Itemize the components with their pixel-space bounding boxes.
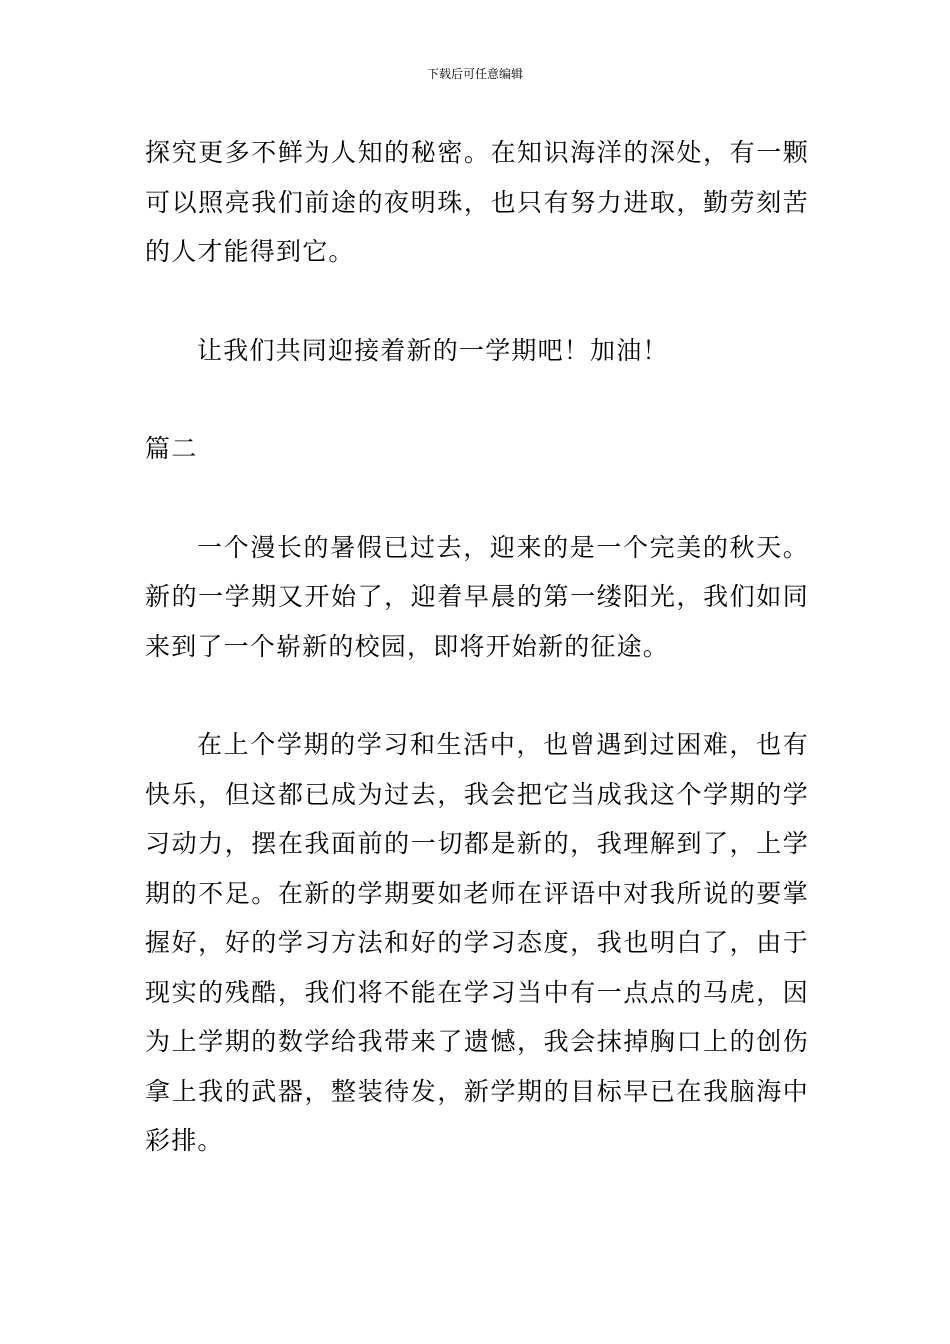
section-heading: 篇二	[145, 434, 198, 463]
paragraph-continuation: 探究更多不鲜为人知的秘密。在知识海洋的深处，有一颗可以照亮我们前途的夜明珠，也只有努力进取，勤劳刻苦的人才能得到它。	[145, 138, 809, 266]
paragraph-reflection: 在上个学期的学习和生活中，也曾遇到过困难，也有快乐，但这都已成为过去，我会把它当成我这个学期的学习动力，摆在我面前的一切都是新的，我理解到了，上学期的不足。在新的学期要如老师在评语中对我所说的要掌握好，好的学习方法和好的学习态度，我也明白了，由于现实的残酷，我们将不能在学习当中有一点点的马虎，因为上学期的数学给我带来了遗憾，我会抹掉胸口上的创伤拿上我的武器，整装待发，新学期的目标早已在我脑海中彩排。	[145, 730, 809, 1155]
document-body	[145, 128, 809, 1166]
paragraph-intro: 一个漫长的暑假已过去，迎来的是一个完美的秋天。新的一学期又开始了，迎着早晨的第一缕阳光，我们如同来到了一个崭新的校园，即将开始新的征途。	[145, 532, 809, 661]
page-header: 下载后可任意编辑	[426, 67, 523, 81]
paragraph-closing: 让我们共同迎接着新的一学期吧！加油！	[197, 335, 669, 365]
